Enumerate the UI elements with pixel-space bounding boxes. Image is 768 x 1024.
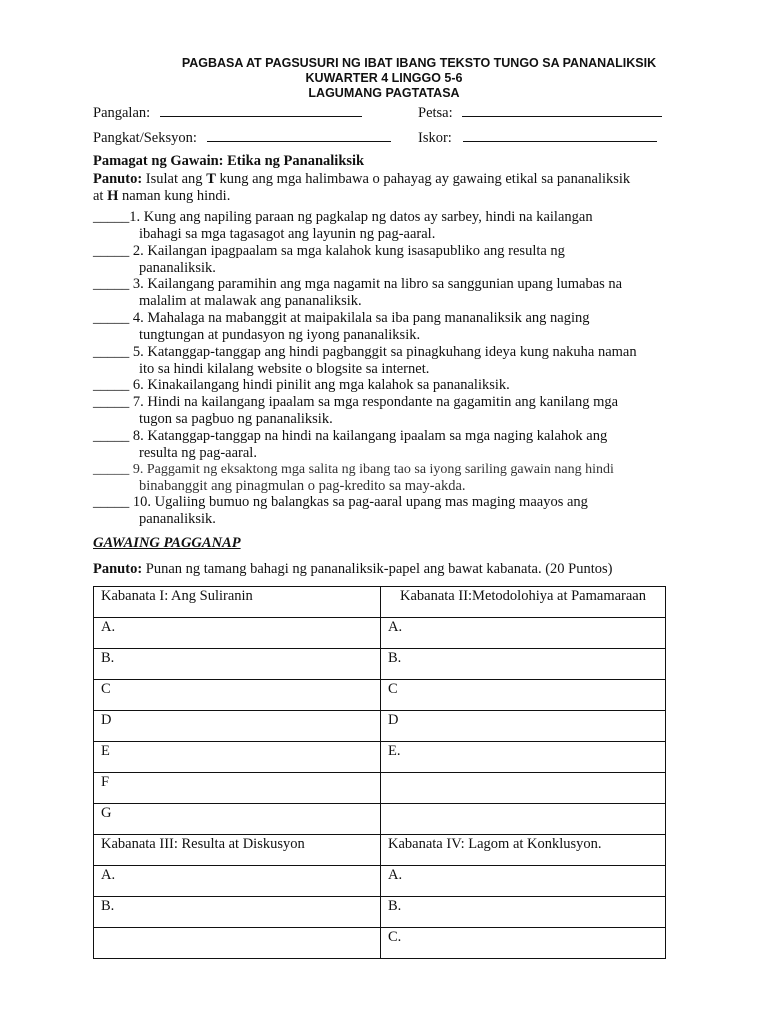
question-item-1[interactable]: [93, 209, 683, 243]
table-row: [94, 680, 666, 711]
answer-blank[interactable]: _____: [93, 394, 133, 410]
question-text: 2. Kailangan ipagpaalam sa mga kalahok kung isasapubliko ang resulta ng: [132, 243, 565, 259]
question-text-continued: binabanggit ang pinagmulan o pag-kredito sa may-akda.: [139, 478, 466, 494]
document-title: PAGBASA AT PAGSUSURI NG IBAT IBANG TEKSTO TUNGO SA PANANALIKSIK: [181, 56, 657, 70]
table-cell[interactable]: C: [381, 680, 666, 711]
name-label: Pangalan:: [93, 105, 151, 121]
answer-blank[interactable]: _____: [93, 209, 130, 225]
directions-label: Panuto:: [93, 171, 143, 187]
table-cell[interactable]: G: [94, 804, 381, 835]
question-item-6[interactable]: [93, 377, 683, 394]
performance-directions: Panuto: Punan ng tamang bahagi ng pananaliksik-papel ang bawat kabanata. (20 Puntos): [93, 561, 613, 577]
table-row: [94, 897, 666, 928]
table-cell[interactable]: A.: [381, 866, 666, 897]
table-cell[interactable]: D: [381, 711, 666, 742]
question-text-continued: ito sa hindi kilalang website o blogsite sa internet.: [139, 361, 430, 377]
document-assessment-label: LAGUMANG PAGTATASA: [308, 86, 460, 100]
table-cell[interactable]: E: [94, 742, 381, 773]
date-blank[interactable]: [462, 104, 662, 117]
question-text-continued: malalim at malawak ang pananaliksik.: [139, 293, 362, 309]
question-item-10[interactable]: [93, 494, 683, 528]
question-text-continued: resulta ng pag-aaral.: [139, 445, 257, 461]
score-blank[interactable]: [463, 129, 657, 142]
question-item-9[interactable]: [93, 461, 683, 495]
table-row: [94, 773, 666, 804]
question-text: 8. Katanggap-tanggap na hindi na kailangang ipaalam sa mga naging kalahok ang: [132, 428, 608, 444]
activity-title: Pamagat ng Gawain: Etika ng Pananaliksik: [93, 153, 365, 169]
name-blank[interactable]: [160, 104, 362, 117]
table-row: [94, 587, 666, 618]
question-text: 6. Kinakailangang hindi pinilit ang mga kalahok sa pananaliksik.: [132, 377, 510, 393]
section-blank[interactable]: [207, 129, 391, 142]
answer-blank[interactable]: _____: [93, 243, 133, 259]
name-field[interactable]: [93, 104, 362, 122]
table-cell: Kabanata IV: Lagom at Konklusyon.: [381, 835, 666, 866]
table-row: [94, 618, 666, 649]
date-field[interactable]: [418, 104, 662, 122]
true-marker: T: [206, 171, 216, 187]
table-cell[interactable]: B.: [94, 649, 381, 680]
table-cell[interactable]: [381, 804, 666, 835]
question-item-7[interactable]: [93, 394, 683, 428]
chapter-table: [93, 586, 666, 959]
answer-blank[interactable]: _____: [93, 377, 133, 393]
table-cell: Kabanata III: Resulta at Diskusyon: [94, 835, 381, 866]
score-label: Iskor:: [418, 130, 452, 146]
table-cell: Kabanata I: Ang Suliranin: [94, 587, 381, 618]
false-marker: H: [107, 188, 119, 204]
answer-blank[interactable]: _____: [93, 310, 133, 326]
document-quarter-week: KUWARTER 4 LINGGO 5-6: [305, 71, 463, 85]
question-item-8[interactable]: [93, 428, 683, 462]
table-cell: Kabanata II:Metodolohiya at Pamamaraan: [381, 587, 666, 618]
table-cell[interactable]: B.: [381, 649, 666, 680]
question-text-continued: tugon sa pagbuo ng pananaliksik.: [139, 411, 333, 427]
performance-directions-label: Panuto:: [93, 561, 143, 577]
question-item-2[interactable]: [93, 243, 683, 277]
question-text-continued: pananaliksik.: [139, 260, 216, 276]
score-field[interactable]: [418, 129, 657, 147]
question-item-3[interactable]: [93, 276, 683, 310]
answer-blank[interactable]: _____: [93, 344, 133, 360]
table-row: [94, 835, 666, 866]
table-cell[interactable]: F: [94, 773, 381, 804]
section-field[interactable]: [93, 129, 391, 147]
table-cell[interactable]: [94, 928, 381, 959]
performance-task-title: GAWAING PAGGANAP: [93, 535, 241, 551]
question-text: 3. Kailangang paramihin ang mga nagamit na libro sa sanggunian upang lumabas na: [132, 276, 623, 292]
table-cell[interactable]: [381, 773, 666, 804]
table-cell[interactable]: A.: [94, 618, 381, 649]
question-item-4[interactable]: [93, 310, 683, 344]
table-row: [94, 711, 666, 742]
question-text: 4. Mahalaga na mabanggit at maipakilala sa iba pang mananaliksik ang naging: [132, 310, 590, 326]
table-row: [94, 804, 666, 835]
table-cell[interactable]: D: [94, 711, 381, 742]
table-row: [94, 866, 666, 897]
table-cell[interactable]: A.: [381, 618, 666, 649]
question-text-continued: tungtungan at pundasyon ng iyong pananaliksik.: [139, 327, 421, 343]
directions-line-1: Panuto: Isulat ang T kung ang mga halimbawa o pahayag ay gawaing etikal sa pananaliksik: [93, 171, 631, 187]
question-text: 5. Katanggap-tanggap ang hindi pagbanggit sa pinagkuhang ideya kung nakuha naman: [132, 344, 637, 360]
table-row: [94, 649, 666, 680]
question-text-continued: pananaliksik.: [139, 511, 216, 527]
table-cell[interactable]: B.: [381, 897, 666, 928]
table-row: [94, 742, 666, 773]
question-text: 7. Hindi na kailangang ipaalam sa mga respondante na gagamitin ang kanilang mga: [132, 394, 619, 410]
question-text: 1. Kung ang napiling paraan ng pagkalap ng datos ay sarbey, hindi na kailangan: [129, 209, 593, 225]
table-cell[interactable]: E.: [381, 742, 666, 773]
table-cell[interactable]: A.: [94, 866, 381, 897]
question-text: 10. Ugaliing bumuo ng balangkas sa pag-aaral upang mas maging maayos ang: [132, 494, 588, 510]
section-label: Pangkat/Seksyon:: [93, 130, 197, 146]
answer-blank[interactable]: _____: [93, 428, 133, 444]
question-item-5[interactable]: [93, 344, 683, 378]
date-label: Petsa:: [418, 105, 453, 121]
table-cell[interactable]: B.: [94, 897, 381, 928]
question-text: 9. Paggamit ng eksaktong mga salita ng ibang tao sa iyong sariling gawain nang hindi: [132, 462, 614, 477]
directions-line-2: at H naman kung hindi.: [93, 188, 231, 204]
answer-blank[interactable]: _____: [93, 276, 133, 292]
answer-blank[interactable]: _____: [93, 461, 133, 477]
question-text-continued: ibahagi sa mga tagasagot ang layunin ng pag-aaral.: [139, 226, 436, 242]
answer-blank[interactable]: _____: [93, 494, 133, 510]
table-cell[interactable]: C.: [381, 928, 666, 959]
table-row: [94, 928, 666, 959]
table-cell[interactable]: C: [94, 680, 381, 711]
